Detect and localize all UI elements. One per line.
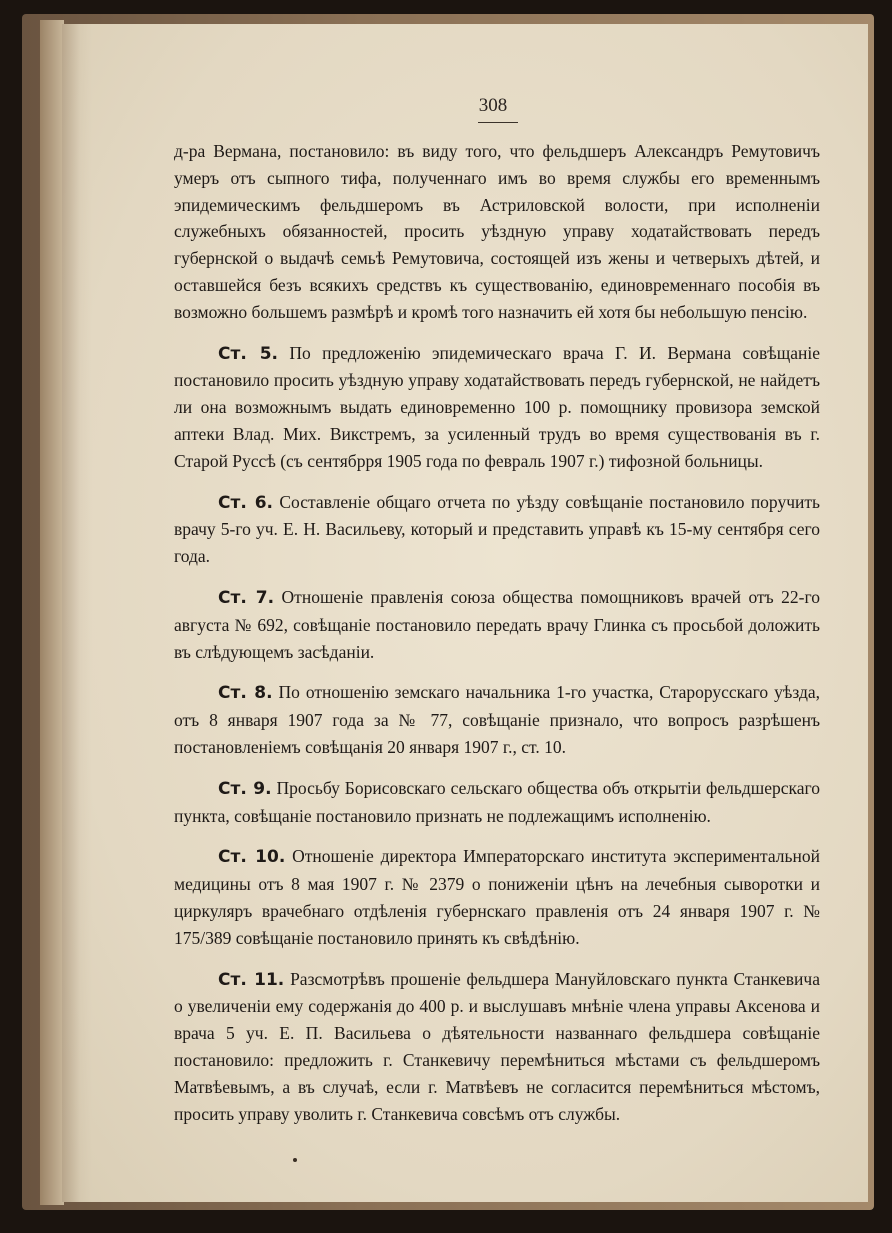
paragraph-continuation: д-ра Вермана, постановило: въ виду того, что фельдшеръ Александръ Ремутовичъ умеръ отъ сыпного тифа, полученнаго имъ во время службы его временнымъ эпидемическимъ фельдшеромъ въ Астриловской волости, при исполненіи служебныхъ обязанностей, просить уѣздную управу ходатайствовать передъ губернской о выдачѣ семьѣ Ремутовича, состоящей изъ жены и четверыхъ дѣтей, и оставшейся безъ всякихъ средствъ къ существованію, единовременнаго пособія въ возможно большемъ размѣрѣ и кромѣ того назначить ей хотя бы небольшую пенсію.	[174, 141, 820, 322]
paragraph-article-5: Ст. 5. По предложенію эпидемическаго врача Г. И. Вермана совѣщаніе постановило просить уѣздную управу ходатайствовать передъ губернской, не найдетъ ли она возможнымъ выдать единовременно 100 р. помощнику провизора земской аптеки Влад. Мих. Викстремъ, за усиленный трудъ во время существованія въ г. Старой Руссѣ (съ сентябрря 1905 года по февраль 1907 г.) тифозной больницы.	[174, 342, 820, 471]
article-number: Ст. 6.	[218, 492, 273, 513]
article-number: Ст. 5.	[218, 343, 278, 364]
paragraph-article-6: Ст. 6. Составленіе общаго отчета по уѣзду совѣщаніе постановило поручить врачу 5-го уч. Е. Н. Васильеву, который и представить управѣ къ 15-му сентября сего года.	[174, 491, 820, 567]
paragraph-article-8: Ст. 8. По отношенію земскаго начальника 1-го участка, Старорусскаго уѣзда, отъ 8 января 1907 года за № 77, совѣщаніе признало, что вопросъ разрѣшенъ постановленіемъ совѣщанія 20 января 1907 г., ст. 10.	[174, 682, 820, 757]
paragraph-article-7: Ст. 7. Отношеніе правленія союза общества помощниковъ врачей отъ 22-го августа № 692, совѣщаніе постановило передать врачу Глинка съ просьбой доложить въ слѣдующемъ засѣданіи.	[174, 586, 821, 662]
article-number: Ст. 8.	[218, 683, 273, 704]
page-body	[174, 138, 820, 1141]
paragraph-article-9: Ст. 9. Просьбу Борисовскаго сельскаго общества объ открытіи фельдшерскаго пункта, совѣщаніе постановило признать не подлежащимъ исполненію.	[174, 777, 820, 826]
page-number: 308	[478, 95, 508, 116]
paragraph-article-10: Ст. 10. Отношеніе директора Императорскаго института экспериментальной медицины отъ 8 мая 1907 г. № 2379 о пониженіи цѣнъ на лечебныя сыворотки и циркуляръ врачебнаго отдѣленія губернскаго правленія отъ 24 января 1907 г. № 175/389 совѣщаніе постановило принять къ свѣдѣнію.	[174, 846, 821, 948]
article-number: Ст. 9.	[218, 778, 272, 799]
page-number-underline	[478, 122, 518, 123]
article-number: Ст. 7.	[218, 587, 275, 608]
article-number: Ст. 10.	[218, 847, 286, 868]
article-number: Ст. 11.	[218, 969, 285, 990]
page-gutter	[40, 20, 64, 1205]
paragraph-article-11: Ст. 11. Разсмотрѣвъ прошеніе фельдшера Мануйловскаго пункта Станкевича о увеличеніи ему содержанія до 400 р. и выслушавъ мнѣніе члена управы Аксенова и врача 5 уч. Е. П. Васильева о дѣятельности названнаго фельдшера совѣщаніе постановило: предложить г. Станкевичу перемѣниться мѣстами съ фельдшеромъ Матвѣевымъ, а въ случаѣ, если г. Матвѣевъ не согласится перемѣниться мѣстомъ, просить управу уволить г. Станкевича совсѣмъ отъ службы.	[174, 968, 820, 1124]
ink-speck	[293, 1158, 297, 1162]
